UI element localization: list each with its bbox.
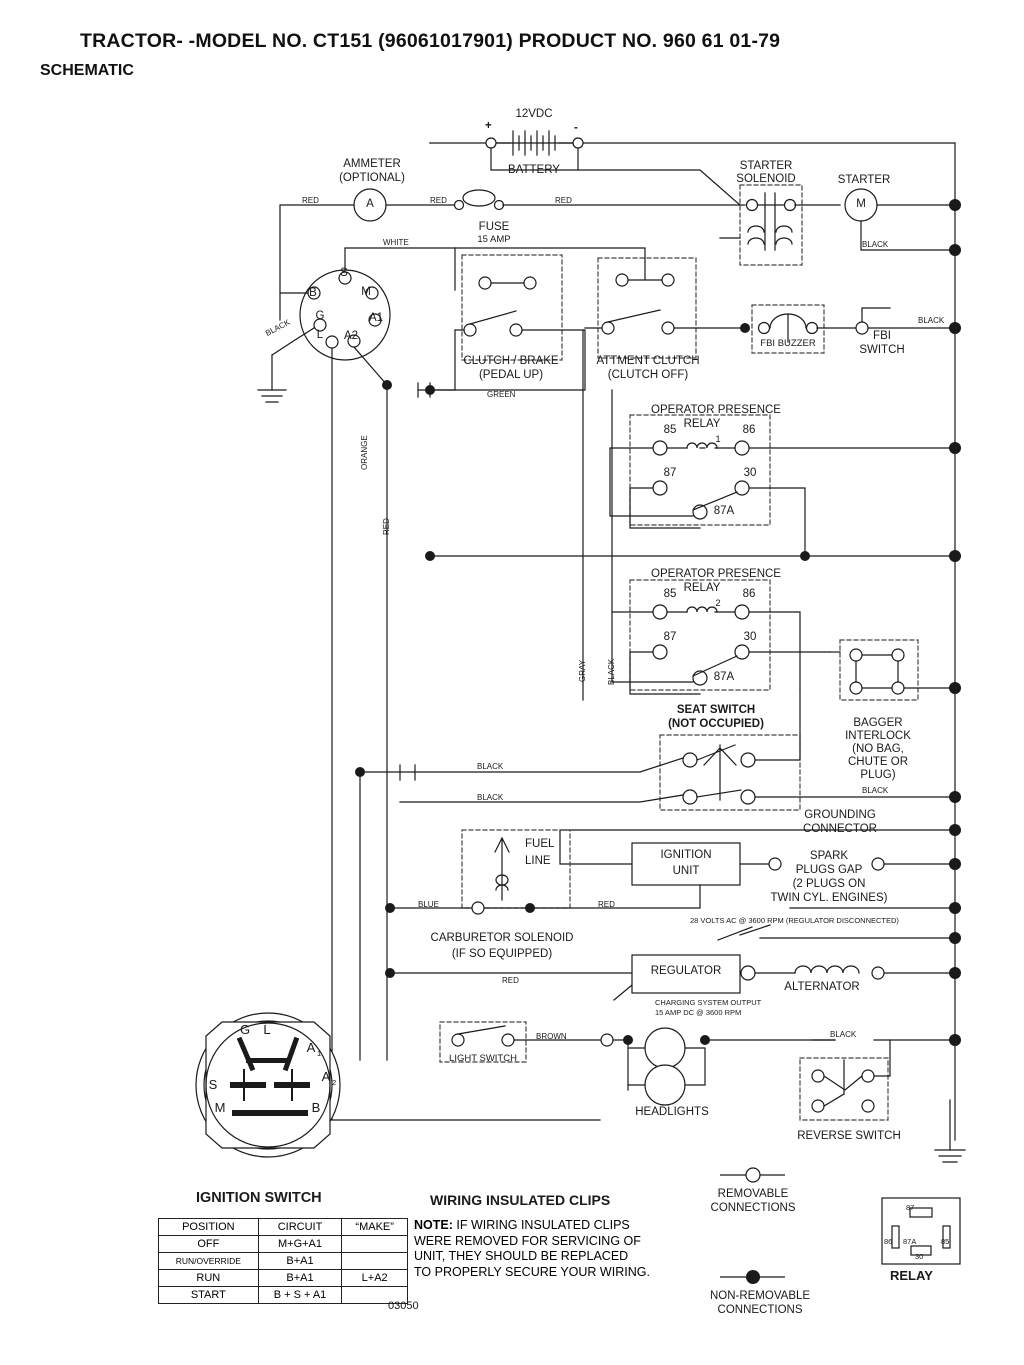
cell-circuit: M+G+A1 — [258, 1236, 342, 1253]
attment-clutch-label-1: ATTMENT CLUTCH — [596, 355, 700, 367]
relay1-pin-87a: 87A — [713, 505, 735, 517]
ignition-switch-title: IGNITION SWITCH — [196, 1190, 322, 1206]
clutch-brake-label-2: (PEDAL UP) — [478, 369, 544, 381]
spark-plug-label-2: PLUGS GAP — [795, 864, 863, 876]
note-line-4: TO PROPERLY SECURE YOUR WIRING. — [414, 1264, 650, 1279]
starter-solenoid-label-1: STARTER — [739, 160, 793, 172]
wire-label-black-reverse: BLACK — [830, 1030, 857, 1039]
ammeter-label: AMMETER — [343, 158, 401, 170]
bagger-label-1: BAGGER — [853, 717, 903, 729]
battery-voltage-label: 12VDC — [515, 108, 553, 120]
wire-label-red-vertical: RED — [382, 518, 391, 535]
connections-legend-symbols — [690, 1165, 893, 1305]
note-prefix: NOTE: — [414, 1218, 453, 1232]
relay2-pin-85: 85 — [663, 588, 677, 600]
wire-label-black-solenoid: BLACK — [862, 240, 889, 249]
relay1-pin-85: 85 — [663, 424, 677, 436]
face-terminal-a2: A — [321, 1069, 331, 1084]
note-line-3: UNIT, THEY SHOULD BE REPLACED — [414, 1249, 629, 1264]
relay2-number: 2 — [715, 598, 721, 609]
battery-negative-label: - — [574, 122, 578, 134]
wire-label-gray: GRAY — [578, 659, 587, 682]
relay2-label-2: RELAY — [683, 582, 721, 594]
relay1-pin-86: 86 — [742, 424, 756, 436]
face-terminal-l: L — [263, 1022, 271, 1037]
regulator-label: REGULATOR — [650, 965, 722, 977]
wire-label-black-seat-2: BLACK — [477, 793, 504, 802]
face-terminal-s: S — [208, 1077, 218, 1092]
relay2-pin-87: 87 — [663, 631, 677, 643]
wire-label-red-fuse-right: RED — [555, 196, 572, 205]
battery-label: BATTERY — [508, 164, 560, 176]
table-row — [159, 1287, 408, 1304]
fuel-line-label-1: FUEL — [525, 838, 555, 850]
terminal-a1: A1 — [368, 312, 384, 324]
removable-connections-label-1: REMOVABLE — [717, 1188, 789, 1200]
relay2-pin-87a: 87A — [713, 671, 735, 683]
cell-position: RUN — [159, 1270, 259, 1287]
terminal-g: G — [315, 310, 325, 322]
alternator-voltage-note: 28 VOLTS AC @ 3600 RPM (REGULATOR DISCONNECTED) — [690, 916, 899, 925]
cell-circuit: B+A1 — [258, 1270, 342, 1287]
fuse-rating-label: 15 AMP — [477, 234, 511, 245]
wire-label-black-ground: BLACK — [264, 317, 292, 338]
relay-legend-pin-86: 86 — [884, 1237, 893, 1246]
charging-output-note-2: 15 AMP DC @ 3600 RPM — [655, 1008, 742, 1017]
cell-circuit: B+A1 — [258, 1253, 342, 1270]
terminal-a2: A2 — [343, 330, 359, 342]
nonremovable-connections-label-1: NON-REMOVABLE — [709, 1290, 811, 1302]
fuel-line-label-2: LINE — [525, 855, 551, 867]
spark-plug-label-4: TWIN CYL. ENGINES) — [770, 892, 888, 904]
relay1-number: 1 — [715, 434, 721, 445]
wire-label-white: WHITE — [383, 238, 409, 247]
relay-legend-pin-87a: 87A — [903, 1237, 917, 1246]
fbi-switch-label-1: FBI — [873, 330, 891, 342]
bagger-label-3: (NO BAG, — [852, 743, 904, 755]
ignition-unit-label-2: UNIT — [672, 865, 700, 877]
note-line-1: IF WIRING INSULATED CLIPS — [452, 1218, 630, 1232]
relay-legend-pin-30: 30 — [915, 1252, 924, 1261]
cell-position: START — [159, 1287, 259, 1304]
col-position: POSITION — [159, 1219, 259, 1236]
charging-output-note-1: CHARGING SYSTEM OUTPUT — [655, 998, 762, 1007]
col-circuit: CIRCUIT — [258, 1219, 342, 1236]
face-terminal-b: B — [311, 1100, 321, 1115]
wiring-clips-note — [414, 1218, 694, 1281]
wire-label-red-fuse-left: RED — [430, 196, 447, 205]
carburetor-solenoid-label-1: CARBURETOR SOLENOID — [430, 932, 574, 944]
bagger-label-4: CHUTE OR — [847, 756, 909, 768]
cell-circuit: B + S + A1 — [258, 1287, 342, 1304]
attment-clutch-label-2: (CLUTCH OFF) — [607, 369, 689, 381]
cell-make: L+A2 — [342, 1270, 408, 1287]
position-circuit-table — [158, 1218, 408, 1304]
clutch-brake-label-1: CLUTCH / BRAKE — [463, 355, 559, 367]
relay1-label-2: RELAY — [683, 418, 721, 430]
face-terminal-m: M — [214, 1100, 226, 1115]
terminal-m: M — [361, 286, 371, 298]
col-make: “MAKE” — [342, 1219, 408, 1236]
wire-label-red-ammeter: RED — [302, 196, 319, 205]
wire-label-black-fbi: BLACK — [918, 316, 945, 325]
spark-plug-label-3: (2 PLUGS ON — [792, 878, 866, 890]
note-line-2: WERE REMOVED FOR SERVICING OF — [414, 1233, 641, 1248]
face-terminal-a1-sub: 1 — [317, 1049, 322, 1058]
wire-label-green: GREEN — [487, 390, 516, 399]
relay-legend-pin-85: 85 — [941, 1237, 950, 1246]
bagger-label-2: INTERLOCK — [845, 730, 911, 742]
ammeter-symbol: A — [366, 198, 374, 210]
terminal-b: B — [309, 287, 317, 299]
spark-plug-label-1: SPARK — [809, 850, 849, 862]
table-row — [159, 1270, 408, 1287]
table-row — [159, 1253, 408, 1270]
terminal-l: L — [316, 329, 324, 341]
face-terminal-a1: A — [306, 1040, 316, 1055]
wire-label-black-bagger: BLACK — [862, 786, 889, 795]
fbi-switch-label-2: SWITCH — [859, 344, 905, 356]
battery-positive-label: + — [485, 120, 492, 132]
alternator-label: ALTERNATOR — [784, 981, 860, 993]
bagger-label-5: PLUG) — [860, 769, 896, 781]
terminal-s: S — [340, 267, 348, 279]
relay2-label-1: OPERATOR PRESENCE — [651, 568, 781, 580]
carburetor-solenoid-label-2: (IF SO EQUIPPED) — [451, 948, 553, 960]
table-header-row — [159, 1219, 408, 1236]
removable-connections-label-2: CONNECTIONS — [710, 1202, 796, 1214]
seat-switch-label-1: SEAT SWITCH — [676, 704, 756, 716]
relay-legend-title: RELAY — [890, 1268, 933, 1283]
headlights-label: HEADLIGHTS — [635, 1106, 709, 1118]
table-row — [159, 1236, 408, 1253]
cell-make — [342, 1253, 408, 1270]
grounding-connector-label-2: CONNECTOR — [803, 823, 877, 835]
ammeter-optional-label: (OPTIONAL) — [339, 172, 405, 184]
relay2-pin-86: 86 — [742, 588, 756, 600]
starter-symbol: M — [856, 198, 866, 210]
ignition-unit-label-1: IGNITION — [660, 849, 712, 861]
face-terminal-g: G — [239, 1022, 251, 1037]
fbi-buzzer-label: FBI BUZZER — [760, 338, 816, 349]
wire-label-brown: BROWN — [536, 1032, 567, 1041]
seat-switch-label-2: (NOT OCCUPIED) — [668, 718, 764, 730]
light-switch-label: LIGHT SWITCH — [449, 1053, 517, 1064]
wire-label-orange: ORANGE — [360, 435, 369, 470]
reverse-switch-label: REVERSE SWITCH — [797, 1130, 901, 1142]
cell-position: RUN/OVERRIDE — [159, 1253, 259, 1270]
grounding-connector-label-1: GROUNDING — [804, 809, 876, 821]
nonremovable-connections-label-2: CONNECTIONS — [717, 1304, 803, 1316]
relay-legend-pin-87: 87 — [906, 1203, 915, 1212]
wiring-clips-title: WIRING INSULATED CLIPS — [430, 1192, 611, 1208]
drawing-number: 03050 — [388, 1300, 419, 1312]
relay1-pin-87: 87 — [663, 467, 677, 479]
page-subtitle: SCHEMATIC — [40, 62, 134, 79]
starter-label: STARTER — [837, 174, 891, 186]
starter-solenoid-label-2: SOLENOID — [736, 173, 796, 185]
wire-label-red-regulator: RED — [502, 976, 519, 985]
cell-make — [342, 1236, 408, 1253]
fuse-label: FUSE — [478, 221, 510, 233]
relay2-pin-30: 30 — [743, 631, 757, 643]
page-title: TRACTOR- -MODEL NO. CT151 (96061017901) PRODUCT NO. 960 61 01-79 — [80, 30, 781, 52]
wire-label-red-carb: RED — [598, 900, 615, 909]
wire-label-blue: BLUE — [418, 900, 439, 909]
relay1-pin-30: 30 — [743, 467, 757, 479]
wire-label-black-vertical: BLACK — [607, 658, 616, 685]
wire-label-black-seat-1: BLACK — [477, 762, 504, 771]
relay1-label-1: OPERATOR PRESENCE — [651, 404, 781, 416]
face-terminal-a2-sub: 2 — [332, 1078, 337, 1087]
cell-position: OFF — [159, 1236, 259, 1253]
